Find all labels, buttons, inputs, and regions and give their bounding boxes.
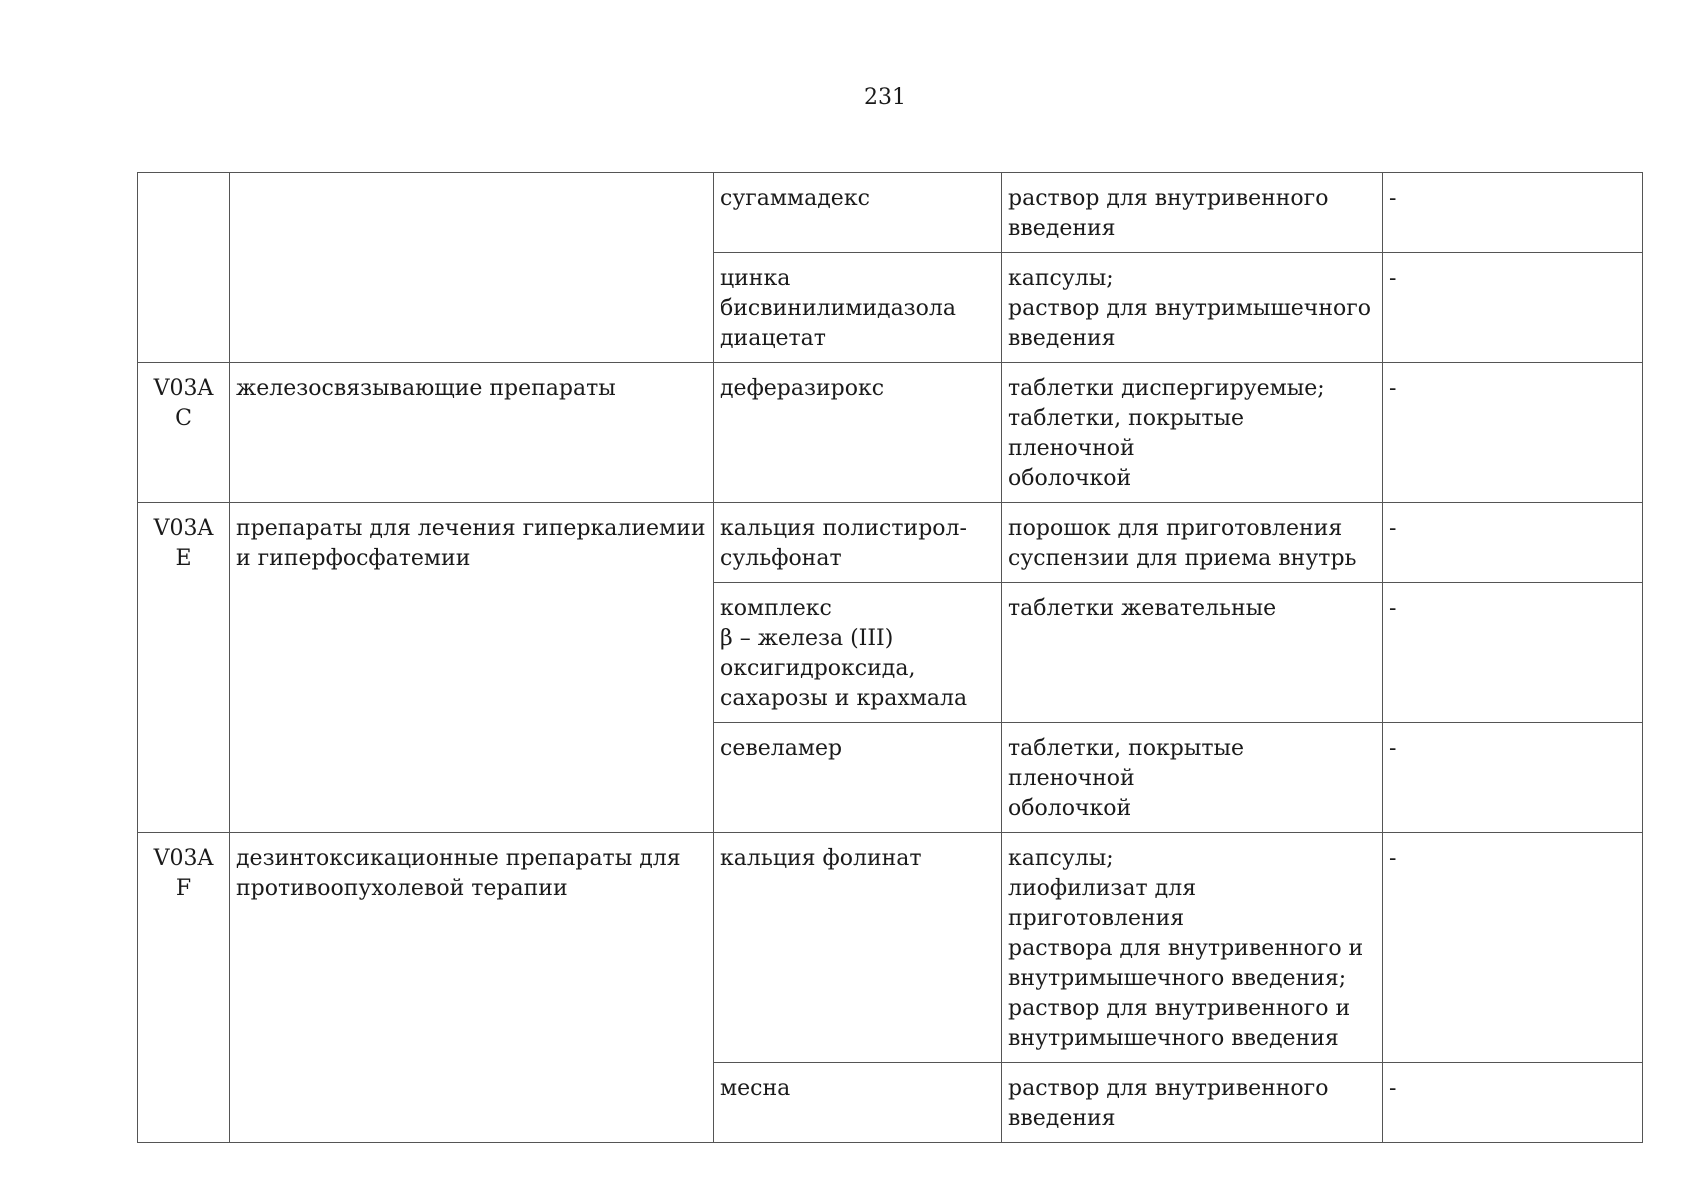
page-number: 231 (864, 85, 906, 110)
dosage-form-cell: раствор для внутривенного введения (1002, 1063, 1383, 1143)
atc-code-cell: V03A F (138, 833, 230, 1143)
note-cell: - (1383, 1063, 1643, 1143)
dosage-form-cell: раствор для внутривенного введения (1002, 173, 1383, 253)
dosage-form-cell: капсулы; раствор для внутримышечного введения (1002, 253, 1383, 363)
drug-name-cell: кальция полистирол- сульфонат (714, 503, 1002, 583)
atc-code-cell (138, 173, 230, 363)
table-row (138, 363, 1643, 503)
dosage-form-cell: капсулы; лиофилизат для приготовления раствора для внутривенного и внутримышечного введения; раствор для внутривенного и внутримышечного введения (1002, 833, 1383, 1063)
group-name-cell: железосвязывающие препараты (230, 363, 714, 503)
dosage-form-cell: таблетки жевательные (1002, 583, 1383, 723)
drug-name-cell: комплекс β – железа (III) оксигидроксида, сахарозы и крахмала (714, 583, 1002, 723)
drug-name-cell: цинка бисвинилимидазола диацетат (714, 253, 1002, 363)
drug-name-cell: кальция фолинат (714, 833, 1002, 1063)
drug-table (137, 172, 1643, 1143)
group-name-cell: препараты для лечения гиперкалиемии и гиперфосфатемии (230, 503, 714, 833)
drug-name-cell: деферазирокс (714, 363, 1002, 503)
group-name-cell (230, 173, 714, 363)
note-cell: - (1383, 833, 1643, 1063)
drug-name-cell: сугаммадекс (714, 173, 1002, 253)
note-cell: - (1383, 503, 1643, 583)
dosage-form-cell: таблетки диспергируемые; таблетки, покрытые пленочной оболочкой (1002, 363, 1383, 503)
note-cell: - (1383, 253, 1643, 363)
atc-code-cell: V03A C (138, 363, 230, 503)
note-cell: - (1383, 583, 1643, 723)
drug-name-cell: месна (714, 1063, 1002, 1143)
dosage-form-cell: таблетки, покрытые пленочной оболочкой (1002, 723, 1383, 833)
table-row (138, 503, 1643, 583)
note-cell: - (1383, 173, 1643, 253)
table-row (138, 173, 1643, 253)
table-row (138, 833, 1643, 1063)
dosage-form-cell: порошок для приготовления суспензии для приема внутрь (1002, 503, 1383, 583)
atc-code-cell: V03A E (138, 503, 230, 833)
note-cell: - (1383, 363, 1643, 503)
group-name-cell: дезинтоксикационные препараты для противоопухолевой терапии (230, 833, 714, 1143)
note-cell: - (1383, 723, 1643, 833)
drug-name-cell: севеламер (714, 723, 1002, 833)
